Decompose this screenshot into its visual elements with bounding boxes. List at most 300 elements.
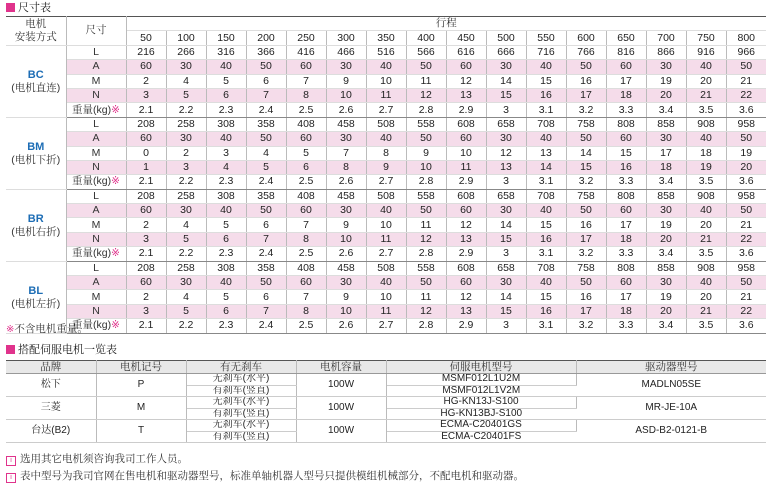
dimension-value: 3.3 <box>606 175 646 189</box>
dimension-value: 958 <box>726 261 766 275</box>
dimension-value: 50 <box>406 276 446 290</box>
dimension-label <box>66 247 126 261</box>
dimension-value: 40 <box>686 276 726 290</box>
weight-note-mark: ※ <box>111 175 120 188</box>
motor-header-cell: 驱动器型号 <box>576 361 766 374</box>
dimension-value: 20 <box>646 88 686 102</box>
size-header: 尺寸 <box>66 17 126 46</box>
dimension-label <box>66 60 126 74</box>
weight-note-mark: ※ <box>111 247 120 260</box>
dimension-value: 2.2 <box>166 319 206 333</box>
size-row <box>6 88 766 102</box>
dimension-value: 316 <box>206 45 246 59</box>
dimension-value: 40 <box>526 60 566 74</box>
driver-cell: MADLN05SE <box>576 374 766 397</box>
dimension-value: 3.4 <box>646 175 686 189</box>
motor-header-cell: 伺服电机型号 <box>386 361 576 374</box>
dimension-value: 566 <box>406 45 446 59</box>
dimension-value: 808 <box>606 117 646 131</box>
dimension-value: 558 <box>406 117 446 131</box>
dimension-value: 8 <box>286 304 326 318</box>
dimension-value: 608 <box>446 261 486 275</box>
dimension-label <box>66 175 126 189</box>
dimension-value: 2.2 <box>166 103 206 117</box>
dimension-value: 416 <box>286 45 326 59</box>
dimension-value: 20 <box>646 232 686 246</box>
dimension-value: 9 <box>326 290 366 304</box>
dimension-value: 708 <box>526 261 566 275</box>
dimension-value: 6 <box>246 74 286 88</box>
dimension-value: 5 <box>206 74 246 88</box>
driver-cell: ASD-B2-0121-B <box>576 420 766 443</box>
driver-cell: MR-JE-10A <box>576 397 766 420</box>
mount-model-desc: (电机直连) <box>11 81 61 94</box>
dimension-value: 50 <box>406 204 446 218</box>
dimension-value: 2.4 <box>246 103 286 117</box>
dimension-label <box>66 304 126 318</box>
dimension-value: 7 <box>286 290 326 304</box>
dimension-label-text: N <box>92 161 100 174</box>
dimension-value: 18 <box>606 304 646 318</box>
dimension-value: 4 <box>246 146 286 160</box>
dimension-value: 3.6 <box>726 175 766 189</box>
mount-model-code: BR <box>27 212 44 225</box>
stroke-value: 150 <box>206 31 246 45</box>
dimension-label <box>66 117 126 131</box>
size-row <box>6 117 766 131</box>
footnote-2: i 表中型号为我司官网在售电机和驱动器型号，标准单轴机器人型号只提供模组机械部分，不配电机和驱动器。 <box>6 469 524 483</box>
dimension-label-text: 重量(kg) <box>72 247 112 260</box>
brake-cell: 有刹车(竖直) <box>186 431 296 443</box>
dimension-value: 8 <box>286 88 326 102</box>
capacity-cell: 100W <box>296 420 386 443</box>
dimension-value: 40 <box>526 204 566 218</box>
brake-cell: 有刹车(竖直) <box>186 385 296 397</box>
dimension-value: 8 <box>286 232 326 246</box>
dimension-value: 60 <box>446 204 486 218</box>
mount-model-code: BL <box>28 284 44 297</box>
dimension-label-text: 重量(kg) <box>72 175 112 188</box>
dimension-value: 15 <box>566 160 606 174</box>
dimension-value: 2.7 <box>366 175 406 189</box>
dimension-value: 2.4 <box>246 319 286 333</box>
dimension-value: 17 <box>606 74 646 88</box>
dimension-value: 3 <box>166 160 206 174</box>
servo-model-cell: HG-KN13J-S100 <box>386 397 576 409</box>
dimension-value: 558 <box>406 261 446 275</box>
dimension-value: 2.3 <box>206 247 246 261</box>
size-row <box>6 74 766 88</box>
dimension-value: 3.2 <box>566 103 606 117</box>
dimension-value: 2.3 <box>206 103 246 117</box>
dimension-value: 8 <box>366 146 406 160</box>
dimension-value: 658 <box>486 261 526 275</box>
dimension-value: 11 <box>366 232 406 246</box>
size-header-row <box>6 17 766 31</box>
mount-header-line1: 电机 <box>25 17 47 30</box>
dimension-value: 3 <box>126 232 166 246</box>
dimension-value: 258 <box>166 261 206 275</box>
dimension-value: 666 <box>486 45 526 59</box>
dimension-value: 30 <box>326 60 366 74</box>
stroke-value: 600 <box>566 31 606 45</box>
dimension-value: 19 <box>686 160 726 174</box>
dimension-value: 7 <box>246 304 286 318</box>
dimension-value: 408 <box>286 117 326 131</box>
dimension-value: 17 <box>606 290 646 304</box>
info-icon: i <box>6 456 16 466</box>
size-row <box>6 45 766 59</box>
dimension-label <box>66 88 126 102</box>
dimension-value: 30 <box>166 204 206 218</box>
dimension-value: 50 <box>246 276 286 290</box>
dimension-value: 40 <box>686 204 726 218</box>
dimension-value: 2.9 <box>446 103 486 117</box>
dimension-value: 858 <box>646 117 686 131</box>
dimension-value: 30 <box>486 276 526 290</box>
stroke-value: 350 <box>366 31 406 45</box>
dimension-value: 466 <box>326 45 366 59</box>
dimension-value: 10 <box>446 146 486 160</box>
dimension-label <box>66 261 126 275</box>
dimension-value: 9 <box>406 146 446 160</box>
dimension-value: 366 <box>246 45 286 59</box>
dimension-value: 216 <box>126 45 166 59</box>
dimension-value: 21 <box>686 88 726 102</box>
dimension-value: 50 <box>246 132 286 146</box>
dimension-value: 5 <box>166 232 206 246</box>
dimension-value: 50 <box>246 60 286 74</box>
dimension-value: 5 <box>286 146 326 160</box>
dimension-value: 2.9 <box>446 319 486 333</box>
dimension-value: 10 <box>326 232 366 246</box>
stroke-value: 750 <box>686 31 726 45</box>
dimension-value: 13 <box>486 160 526 174</box>
dimension-value: 60 <box>286 60 326 74</box>
dimension-value: 2.1 <box>126 103 166 117</box>
motor-section-title: 搭配伺服电机一览表 <box>6 342 117 358</box>
dimension-value: 11 <box>366 304 406 318</box>
dimension-value: 16 <box>526 304 566 318</box>
dimension-value: 2.7 <box>366 103 406 117</box>
size-row <box>6 247 766 261</box>
dimension-value: 958 <box>726 117 766 131</box>
dimension-value: 17 <box>566 88 606 102</box>
dimension-value: 658 <box>486 117 526 131</box>
dimension-label-text: A <box>92 204 100 217</box>
dimension-value: 3.4 <box>646 103 686 117</box>
dimension-value: 7 <box>246 232 286 246</box>
dimension-value: 308 <box>206 189 246 203</box>
dimension-value: 30 <box>166 132 206 146</box>
dimension-value: 6 <box>246 290 286 304</box>
dimension-label-text: L <box>93 45 99 58</box>
dimension-value: 408 <box>286 189 326 203</box>
dimension-label <box>66 189 126 203</box>
dimension-value: 3.2 <box>566 319 606 333</box>
footnote-1: i 选用其它电机须咨询我司工作人员。 <box>6 452 188 466</box>
dimension-value: 508 <box>366 189 406 203</box>
dimension-value: 21 <box>686 304 726 318</box>
brand-cell: 松下 <box>6 374 96 397</box>
dimension-value: 40 <box>366 204 406 218</box>
dimension-value: 19 <box>646 218 686 232</box>
dimension-value: 658 <box>486 189 526 203</box>
dimension-value: 21 <box>686 232 726 246</box>
dimension-label-text: M <box>91 290 101 303</box>
dimension-value: 60 <box>606 276 646 290</box>
dimension-value: 14 <box>486 290 526 304</box>
size-row <box>6 160 766 174</box>
dimension-label-text: 重量(kg) <box>72 319 112 332</box>
dimension-value: 2.4 <box>246 175 286 189</box>
weight-note-mark: ※ <box>111 103 120 116</box>
brand-cell: 台达(B2) <box>6 420 96 443</box>
stroke-value: 400 <box>406 31 446 45</box>
stroke-value: 200 <box>246 31 286 45</box>
dimension-value: 18 <box>686 146 726 160</box>
mount-model-code: BM <box>27 140 45 153</box>
dimension-value: 3 <box>486 175 526 189</box>
dimension-value: 4 <box>166 218 206 232</box>
dimension-value: 30 <box>486 204 526 218</box>
dimension-value: 40 <box>206 60 246 74</box>
dimension-value: 15 <box>526 74 566 88</box>
dimension-value: 40 <box>526 276 566 290</box>
dimension-value: 14 <box>526 160 566 174</box>
motor-code-cell: T <box>96 420 186 443</box>
dimension-value: 15 <box>486 88 526 102</box>
dimension-label <box>66 146 126 160</box>
dimension-value: 458 <box>326 189 366 203</box>
info-icon: i <box>6 473 16 483</box>
dimension-value: 2.6 <box>326 103 366 117</box>
dimension-value: 18 <box>646 160 686 174</box>
square-bullet-icon <box>6 3 15 12</box>
size-row <box>6 319 766 333</box>
dimension-value: 12 <box>446 290 486 304</box>
motor-row <box>6 397 766 409</box>
motor-header-cell: 品牌 <box>6 361 96 374</box>
dimension-label-text: M <box>91 218 101 231</box>
dimension-value: 13 <box>446 88 486 102</box>
dimension-value: 10 <box>366 74 406 88</box>
servo-model-cell: MSMF012L1U2M <box>386 374 576 386</box>
dimension-value: 6 <box>286 160 326 174</box>
dimension-value: 858 <box>646 189 686 203</box>
dimension-value: 19 <box>646 74 686 88</box>
dimension-value: 12 <box>486 146 526 160</box>
weight-note-mark: ※ <box>111 319 120 332</box>
dimension-value: 20 <box>686 290 726 304</box>
dimension-label-text: A <box>92 276 100 289</box>
dimension-value: 808 <box>606 189 646 203</box>
dimension-value: 60 <box>286 204 326 218</box>
dimension-value: 2.5 <box>286 247 326 261</box>
dimension-value: 40 <box>526 132 566 146</box>
dimension-value: 208 <box>126 189 166 203</box>
dimension-value: 908 <box>686 189 726 203</box>
dimension-value: 5 <box>206 290 246 304</box>
dimension-value: 708 <box>526 117 566 131</box>
stroke-value: 500 <box>486 31 526 45</box>
dimension-value: 908 <box>686 261 726 275</box>
dimension-value: 50 <box>406 132 446 146</box>
dimension-value: 2.8 <box>406 103 446 117</box>
dimension-value: 60 <box>606 60 646 74</box>
dimension-value: 866 <box>646 45 686 59</box>
dimension-value: 30 <box>646 132 686 146</box>
dimension-value: 16 <box>526 232 566 246</box>
stroke-value: 300 <box>326 31 366 45</box>
dimension-label-text: A <box>92 132 100 145</box>
size-row <box>6 204 766 218</box>
dimension-value: 2.6 <box>326 319 366 333</box>
dimension-value: 50 <box>566 60 606 74</box>
dimension-value: 40 <box>366 132 406 146</box>
size-row <box>6 304 766 318</box>
dimension-value: 16 <box>566 74 606 88</box>
dimension-value: 50 <box>726 204 766 218</box>
dimension-value: 60 <box>446 276 486 290</box>
dimension-value: 408 <box>286 261 326 275</box>
dimension-value: 30 <box>326 204 366 218</box>
dimension-value: 558 <box>406 189 446 203</box>
dimension-value: 958 <box>726 189 766 203</box>
dimension-label <box>66 232 126 246</box>
stroke-value: 700 <box>646 31 686 45</box>
dimension-value: 50 <box>726 60 766 74</box>
dimension-label <box>66 45 126 59</box>
dimension-value: 19 <box>726 146 766 160</box>
dimension-value: 2.2 <box>166 175 206 189</box>
dimension-value: 20 <box>686 218 726 232</box>
dimension-label-text: N <box>92 89 100 102</box>
dimension-value: 12 <box>406 88 446 102</box>
stroke-value: 550 <box>526 31 566 45</box>
dimension-value: 21 <box>726 290 766 304</box>
dimension-value: 208 <box>126 261 166 275</box>
dimension-value: 5 <box>246 160 286 174</box>
dimension-value: 516 <box>366 45 406 59</box>
dimension-label <box>66 160 126 174</box>
dimension-value: 2.7 <box>366 247 406 261</box>
dimension-value: 3.6 <box>726 319 766 333</box>
dimension-value: 60 <box>446 132 486 146</box>
dimension-value: 13 <box>526 146 566 160</box>
dimension-value: 7 <box>286 218 326 232</box>
dimension-label <box>66 290 126 304</box>
dimension-value: 11 <box>406 74 446 88</box>
dimension-value: 3.2 <box>566 247 606 261</box>
dimension-value: 21 <box>726 74 766 88</box>
dimension-value: 608 <box>446 189 486 203</box>
mount-type-cell <box>6 117 66 189</box>
dimension-label <box>66 103 126 117</box>
dimension-label-text: N <box>92 305 100 317</box>
dimension-value: 50 <box>406 60 446 74</box>
dimension-value: 10 <box>326 88 366 102</box>
dimension-value: 16 <box>566 218 606 232</box>
dimension-value: 2.9 <box>446 175 486 189</box>
dimension-value: 40 <box>366 276 406 290</box>
motor-row <box>6 374 766 386</box>
dimension-value: 20 <box>726 160 766 174</box>
mount-type-cell <box>6 45 66 117</box>
stroke-value: 100 <box>166 31 206 45</box>
dimension-value: 16 <box>526 88 566 102</box>
dimension-value: 16 <box>566 290 606 304</box>
dimension-value: 208 <box>126 117 166 131</box>
dimension-value: 10 <box>326 304 366 318</box>
size-row <box>6 60 766 74</box>
dimension-value: 40 <box>206 204 246 218</box>
dimension-value: 22 <box>726 232 766 246</box>
dimension-value: 458 <box>326 117 366 131</box>
size-row <box>6 218 766 232</box>
dimension-value: 40 <box>206 276 246 290</box>
dimension-value: 5 <box>206 218 246 232</box>
dimension-value: 17 <box>606 218 646 232</box>
dimension-label-text: N <box>92 233 100 246</box>
dimension-value: 2.4 <box>246 247 286 261</box>
mount-type-cell <box>6 189 66 261</box>
dimension-value: 11 <box>406 290 446 304</box>
size-table <box>6 16 766 334</box>
dimension-value: 22 <box>726 304 766 318</box>
dimension-label <box>66 276 126 290</box>
dimension-value: 308 <box>206 261 246 275</box>
dimension-value: 758 <box>566 117 606 131</box>
dimension-value: 10 <box>406 160 446 174</box>
dimension-value: 3.5 <box>686 103 726 117</box>
dimension-value: 3 <box>126 304 166 318</box>
dimension-value: 3.6 <box>726 247 766 261</box>
dimension-value: 12 <box>446 74 486 88</box>
dimension-value: 30 <box>646 204 686 218</box>
dimension-value: 15 <box>526 218 566 232</box>
brake-cell: 无刹车(水平) <box>186 420 296 432</box>
dimension-value: 2.8 <box>406 175 446 189</box>
dimension-value: 2.3 <box>206 319 246 333</box>
dimension-value: 358 <box>246 189 286 203</box>
dimension-value: 2.7 <box>366 319 406 333</box>
dimension-value: 3.4 <box>646 319 686 333</box>
stroke-value: 650 <box>606 31 646 45</box>
dimension-value: 7 <box>246 88 286 102</box>
dimension-value: 60 <box>126 276 166 290</box>
dimension-value: 2.8 <box>406 247 446 261</box>
brake-cell: 无刹车(水平) <box>186 374 296 386</box>
servo-model-cell: HG-KN13BJ-S100 <box>386 408 576 420</box>
mount-model-code: BC <box>27 68 44 81</box>
dimension-value: 50 <box>246 204 286 218</box>
dimension-value: 508 <box>366 117 406 131</box>
dimension-value: 6 <box>246 218 286 232</box>
dimension-value: 758 <box>566 189 606 203</box>
dimension-value: 708 <box>526 189 566 203</box>
motor-table <box>6 360 766 443</box>
dimension-value: 60 <box>126 60 166 74</box>
dimension-value: 2.2 <box>166 247 206 261</box>
dimension-value: 2.5 <box>286 319 326 333</box>
dimension-value: 60 <box>126 132 166 146</box>
dimension-value: 2.3 <box>206 175 246 189</box>
dimension-value: 716 <box>526 45 566 59</box>
brake-cell: 无刹车(水平) <box>186 397 296 409</box>
dimension-value: 11 <box>406 218 446 232</box>
dimension-value: 258 <box>166 117 206 131</box>
